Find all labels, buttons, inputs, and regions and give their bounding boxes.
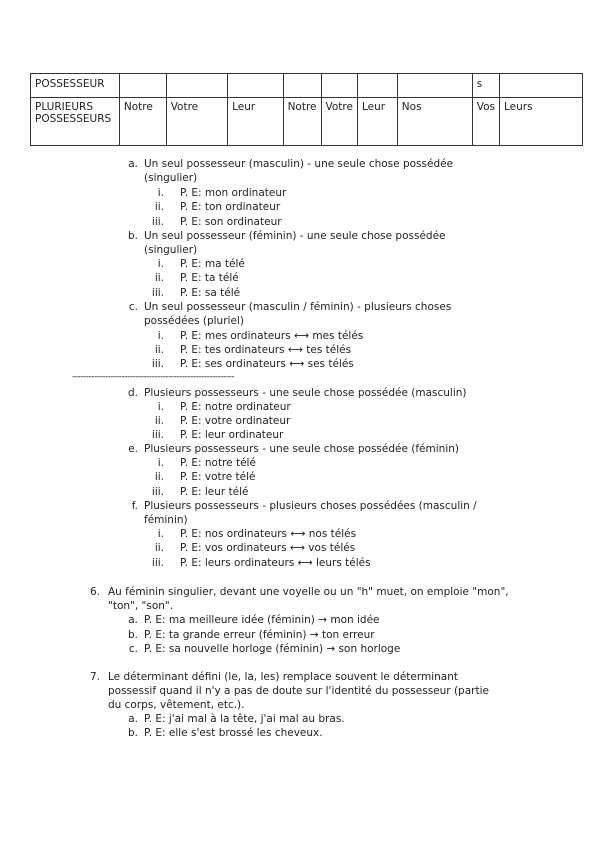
list-item-text: possédées (pluriel): [144, 315, 244, 327]
table-cell: [228, 74, 283, 98]
list-marker: f.: [131, 500, 138, 512]
table-cell: [499, 74, 582, 98]
example-text: P. E: sa télé: [180, 287, 241, 299]
table-cell: Votre: [166, 98, 227, 146]
table-row: [31, 74, 583, 98]
example-text: P. E: votre télé: [180, 471, 256, 483]
list-item-text: Un seul possesseur (masculin / féminin) - plusieurs choses: [144, 301, 452, 313]
roman-marker: ii.: [154, 471, 164, 483]
example-text: P. E: votre ordinateur: [180, 415, 291, 427]
example-text: P. E: tes ordinateurs ⟷ tes télés: [180, 344, 352, 356]
table-cell: [397, 74, 472, 98]
table-cell: PLURIEURS POSSESSEURS: [31, 98, 120, 146]
roman-marker: ii.: [154, 344, 164, 356]
example-text: P. E: leur télé: [180, 486, 249, 498]
list-marker: c.: [128, 643, 138, 655]
roman-marker: iii.: [151, 358, 164, 370]
list-item-text: Un seul possesseur (féminin) - une seule chose possédée: [144, 230, 446, 242]
table-cell: [166, 74, 227, 98]
list-marker: d.: [127, 387, 138, 399]
example-text: P. E: mes ordinateurs ⟷ mes télés: [180, 330, 364, 342]
list-marker: b.: [127, 230, 138, 242]
roman-marker: iii.: [151, 287, 164, 299]
list-item-text: Plusieurs possesseurs - plusieurs choses possédées (masculin /: [144, 500, 477, 512]
table-cell: Nos: [397, 98, 472, 146]
example-text: P. E: elle s'est brossé les cheveux.: [144, 727, 323, 739]
example-text: P. E: nos ordinateurs ⟷ nos télés: [180, 528, 357, 540]
roman-marker: i.: [157, 330, 164, 342]
example-text: P. E: son ordinateur: [180, 216, 282, 228]
example-text: P. E: ta grande erreur (féminin) → ton erreur: [144, 629, 375, 641]
table-cell: Vos: [472, 98, 499, 146]
paragraph-line: du corps, vêtement, etc.).: [108, 699, 245, 711]
numbered-marker: 6.: [89, 586, 100, 598]
roman-marker: iii.: [151, 557, 164, 569]
table-cell: [283, 74, 321, 98]
roman-marker: i.: [157, 457, 164, 469]
roman-marker: i.: [157, 528, 164, 540]
list-marker: a.: [128, 158, 138, 170]
example-text: P. E: leur ordinateur: [180, 429, 284, 441]
example-text: P. E: notre ordinateur: [180, 401, 291, 413]
roman-marker: iii.: [151, 486, 164, 498]
list-item-text: féminin): [144, 514, 188, 526]
roman-marker: iii.: [151, 216, 164, 228]
paragraph-line: "ton", "son".: [108, 600, 174, 612]
example-text: P. E: j'ai mal à la tête, j'ai mal au bras.: [144, 713, 345, 725]
roman-marker: ii.: [154, 272, 164, 284]
table-cell: Notre: [283, 98, 321, 146]
example-text: P. E: mon ordinateur: [180, 187, 287, 199]
example-text: P. E: sa nouvelle horloge (féminin) → son horloge: [144, 643, 401, 655]
list-item-text: Plusieurs possesseurs - une seule chose possédée (féminin): [144, 443, 459, 455]
table-cell: [357, 74, 397, 98]
list-marker: a.: [128, 614, 138, 626]
possessive-table: [30, 73, 583, 146]
list-marker: b.: [127, 629, 138, 641]
example-text: P. E: ses ordinateurs ⟷ ses télés: [180, 358, 354, 370]
roman-marker: i.: [157, 187, 164, 199]
paragraph-line: Au féminin singulier, devant une voyelle ou un "h" muet, on emploie "mon",: [108, 586, 509, 598]
paragraph-line: possessif quand il n'y a pas de doute sur l'identité du possesseur (partie: [108, 685, 489, 697]
list-item-text: (singulier): [144, 172, 198, 184]
paragraph-line: Le déterminant défini (le, la, les) remplace souvent le déterminant: [108, 671, 458, 683]
roman-marker: iii.: [151, 429, 164, 441]
roman-marker: ii.: [154, 542, 164, 554]
list-marker: c.: [128, 301, 138, 313]
table-cell: Leur: [357, 98, 397, 146]
numbered-marker: 7.: [89, 671, 100, 683]
table-cell: Leur: [228, 98, 283, 146]
example-text: P. E: ma meilleure idée (féminin) → mon idée: [144, 614, 380, 626]
example-text: P. E: ta télé: [180, 272, 239, 284]
list-marker: e.: [128, 443, 138, 455]
example-text: P. E: vos ordinateurs ⟷ vos télés: [180, 542, 356, 554]
roman-marker: i.: [157, 258, 164, 270]
example-text: P. E: leurs ordinateurs ⟷ leurs télés: [180, 557, 371, 569]
list-item-text: (singulier): [144, 244, 198, 256]
example-text: P. E: ton ordinateur: [180, 201, 281, 213]
table-cell: Leurs: [499, 98, 582, 146]
roman-marker: i.: [157, 401, 164, 413]
example-text: P. E: notre télé: [180, 457, 256, 469]
table-cell: Votre: [321, 98, 357, 146]
roman-marker: ii.: [154, 201, 164, 213]
table-cell: Notre: [119, 98, 166, 146]
table-row: [31, 98, 583, 146]
roman-marker: ii.: [154, 415, 164, 427]
list-item-text: Plusieurs possesseurs - une seule chose possédée (masculin): [144, 387, 467, 399]
list-marker: a.: [128, 713, 138, 725]
dashed-separator: -----------------------------------------------------------: [72, 372, 235, 382]
table-cell: [321, 74, 357, 98]
example-text: P. E: ma télé: [180, 258, 245, 270]
table-cell: s: [472, 74, 499, 98]
list-item-text: Un seul possesseur (masculin) - une seule chose possédée: [144, 158, 454, 170]
table-cell: POSSESSEUR: [31, 74, 120, 98]
list-marker: b.: [127, 727, 138, 739]
table-cell: [119, 74, 166, 98]
